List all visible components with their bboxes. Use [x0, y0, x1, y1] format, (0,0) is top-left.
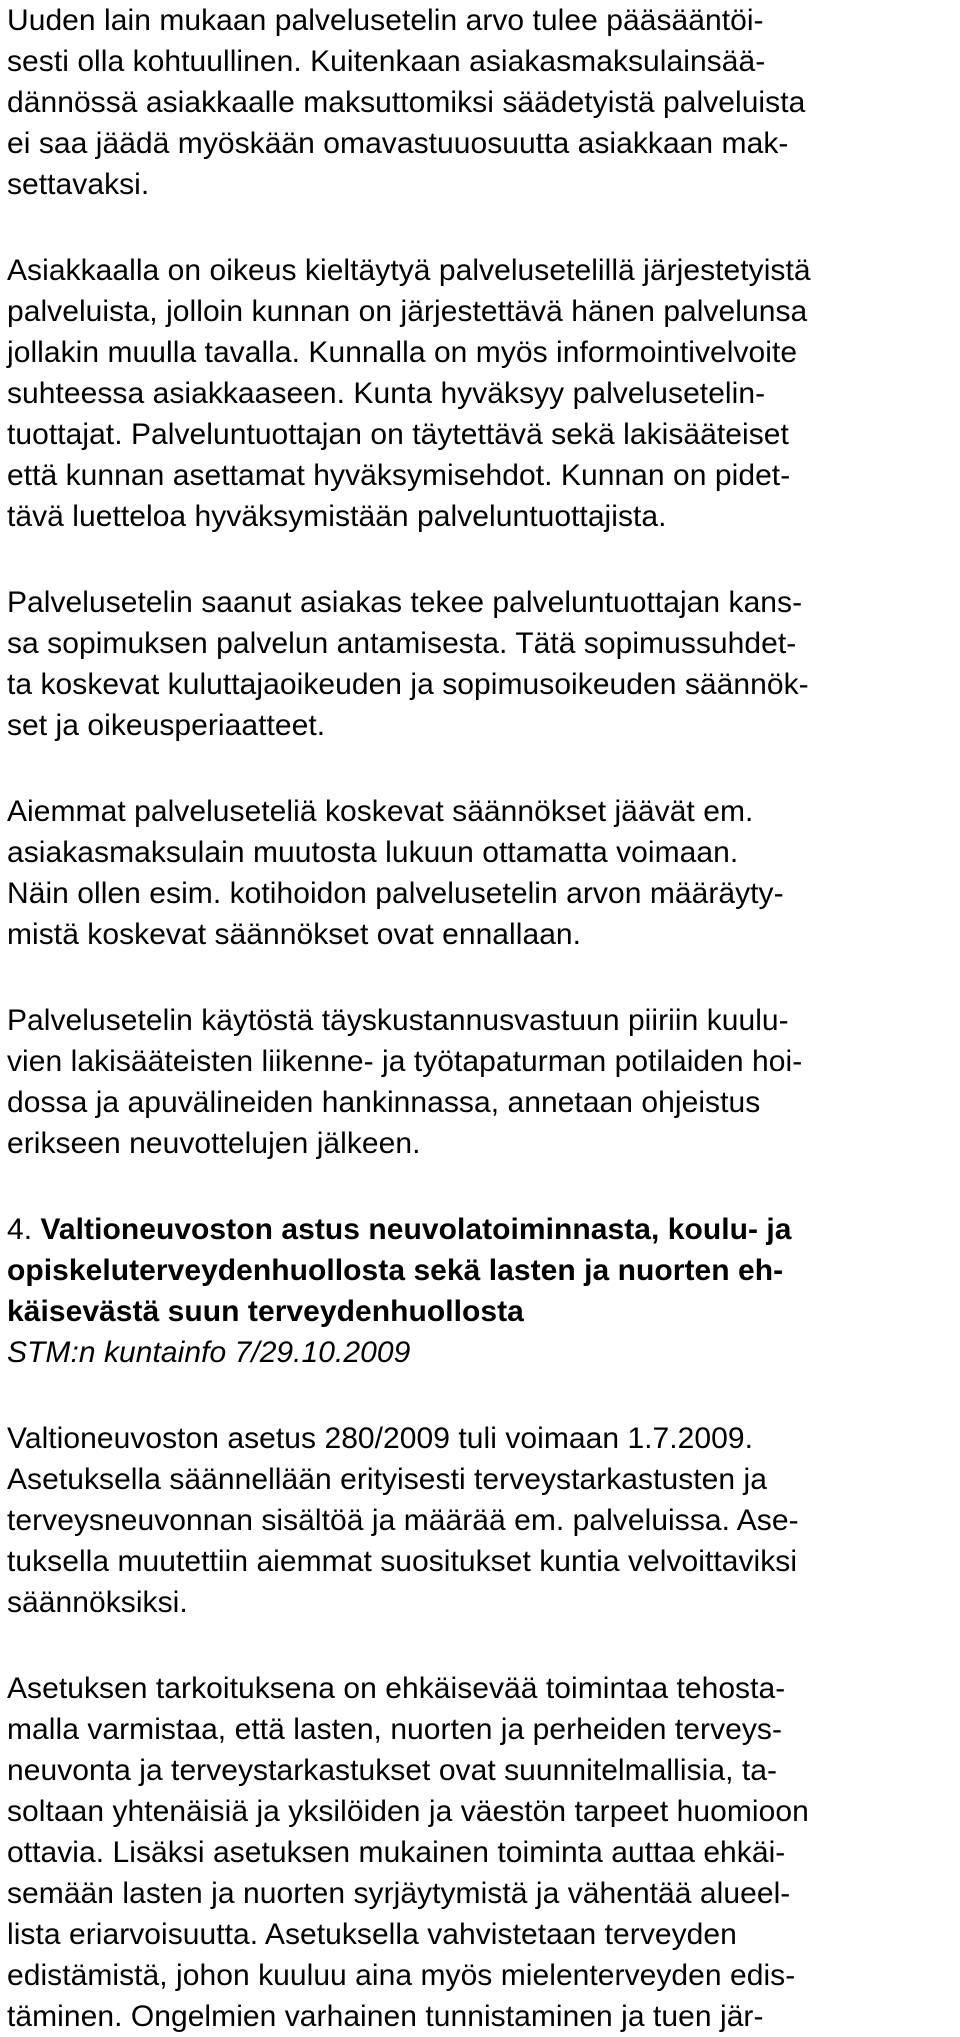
text-line: edistämistä, johon kuuluu aina myös mielenterveyden edis- [7, 1959, 796, 1992]
text-line: ottavia. Lisäksi asetuksen mukainen toiminta auttaa ehkäi- [7, 1836, 786, 1869]
section-heading [7, 1209, 960, 1373]
text-line: dossa ja apuvälineiden hankinnassa, annetaan ohjeistus [7, 1086, 761, 1119]
text-line: Aiemmat palveluseteliä koskevat säännökset jäävät em. [7, 795, 754, 828]
paragraph-gap [7, 205, 960, 250]
text-line: asiakasmaksulain muutosta lukuun ottamatta voimaan. [7, 836, 739, 869]
text-line: dännössä asiakkaalle maksuttomiksi säädetyistä palveluista [7, 86, 806, 119]
text-line: mistä koskevat säännökset ovat ennallaan. [7, 918, 582, 951]
text-line: Uuden lain mukaan palvelusetelin arvo tulee pääsääntöi- [7, 4, 764, 37]
text-line: ei saa jäädä myöskään omavastuuosuutta asiakkaan mak- [7, 127, 789, 160]
paragraph-gap [7, 1373, 960, 1418]
section-heading-line [7, 1209, 960, 1250]
text-line: Näin ollen esim. kotihoidon palvelusetelin arvon määräyty- [7, 877, 784, 910]
text-line: täminen. Ongelmien varhainen tunnistaminen ja tuen jär- [7, 2000, 764, 2033]
text-line: sesti olla kohtuullinen. Kuitenkaan asiakasmaksulainsää- [7, 45, 766, 78]
text-line: palveluista, jolloin kunnan on järjestettävä hänen palvelunsa [7, 295, 808, 328]
paragraph-voucher-value [7, 0, 960, 205]
text-line: neuvonta ja terveystarkastukset ovat suunnitelmallisia, ta- [7, 1754, 778, 1787]
text-line: settavaksi. [7, 168, 150, 201]
paragraph-agreement [7, 582, 960, 746]
paragraph-full-cost-liability [7, 1000, 960, 1164]
text-line: että kunnan asettamat hyväksymisehdot. Kunnan on pidet- [7, 459, 791, 492]
text-line: Palvelusetelin saanut asiakas tekee palveluntuottajan kans- [7, 586, 803, 619]
text-line: tuksella muutettiin aiemmat suositukset kuntia velvoittaviksi [7, 1545, 798, 1578]
text-line: ta koskevat kuluttajaoikeuden ja sopimusoikeuden säännök- [7, 668, 809, 701]
text-line: jollakin muulla tavalla. Kunnalla on myös informointivelvoite [7, 336, 798, 369]
paragraph-gap [7, 537, 960, 582]
text-line: Asiakkaalla on oikeus kieltäytyä palvelusetelillä järjestetyistä [7, 254, 811, 287]
paragraph-gap [7, 1164, 960, 1209]
text-line: vien lakisääteisten liikenne- ja työtapaturman potilaiden hoi- [7, 1045, 803, 1078]
paragraph-decree-280 [7, 1418, 960, 1623]
paragraph-gap [7, 955, 960, 1000]
text-line: suhteessa asiakkaaseen. Kunta hyväksyy palvelusetelin- [7, 377, 766, 410]
text-line: lista eriarvoisuutta. Asetuksella vahvistetaan terveyden [7, 1918, 737, 1951]
text-line: malla varmistaa, että lasten, nuorten ja perheiden terveys- [7, 1713, 783, 1746]
text-line: terveysneuvonnan sisältöä ja määrää em. palveluissa. Ase- [7, 1504, 799, 1537]
text-line: tävä luetteloa hyväksymistään palveluntuottajista. [7, 500, 667, 533]
paragraph-decree-purpose [7, 1668, 960, 2037]
section-title-line: opiskeluterveydenhuollosta sekä lasten ja nuorten eh- [7, 1254, 784, 1287]
paragraph-right-to-refuse [7, 250, 960, 537]
text-line: Palvelusetelin käytöstä täyskustannusvastuun piiriin kuulu- [7, 1004, 789, 1037]
paragraph-previous-provisions [7, 791, 960, 955]
section-title-line: Valtioneuvoston astus neuvolatoiminnasta, koulu- ja [40, 1213, 792, 1246]
text-line: erikseen neuvottelujen jälkeen. [7, 1127, 421, 1160]
text-line: Asetuksen tarkoituksena on ehkäisevää toimintaa tehosta- [7, 1672, 786, 1705]
text-line: Asetuksella säännellään erityisesti terveystarkastusten ja [7, 1463, 767, 1496]
text-line: set ja oikeusperiaatteet. [7, 709, 326, 742]
text-line: säännöksiksi. [7, 1586, 188, 1619]
paragraph-gap [7, 746, 960, 791]
paragraph-gap [7, 1623, 960, 1668]
text-line: sa sopimuksen palvelun antamisesta. Tätä sopimussuhdet- [7, 627, 797, 660]
section-source: STM:n kuntainfo 7/29.10.2009 [7, 1336, 411, 1369]
text-line: soltaan yhtenäisiä ja yksilöiden ja väestön tarpeet huomioon [7, 1795, 809, 1828]
text-line: Valtioneuvoston asetus 280/2009 tuli voimaan 1.7.2009. [7, 1422, 754, 1455]
section-title-line: käisevästä suun terveydenhuollosta [7, 1295, 524, 1328]
text-line: tuottajat. Palveluntuottajan on täytettävä sekä lakisääteiset [7, 418, 789, 451]
text-line: semään lasten ja nuorten syrjäytymistä ja vähentää alueel- [7, 1877, 791, 1910]
section-number: 4. [7, 1213, 33, 1246]
